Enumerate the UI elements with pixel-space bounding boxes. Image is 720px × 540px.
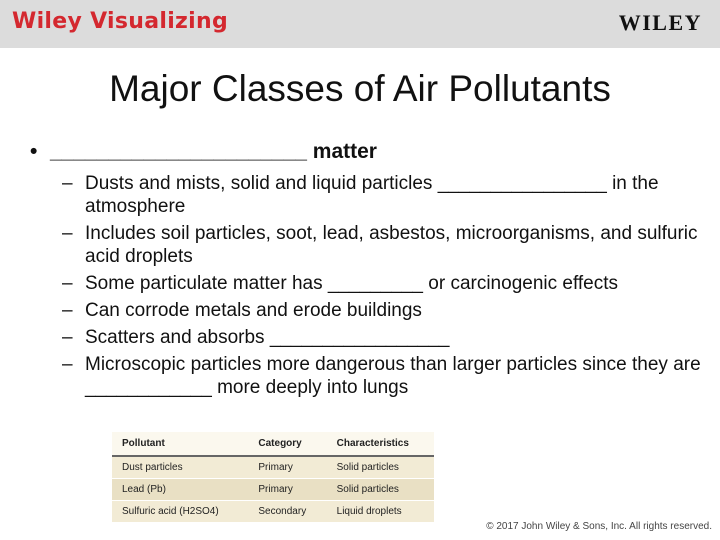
header-bar [0, 0, 720, 48]
table-cell: Lead (Pb) [112, 479, 248, 501]
dash-icon: – [62, 354, 73, 375]
sub-bullet-text: Includes soil particles, soot, lead, asbestos, microorganisms, and sulfuric acid droplets [85, 223, 698, 267]
sub-bullet [62, 326, 712, 349]
pollutant-table [112, 432, 434, 523]
sub-bullet [62, 353, 712, 399]
table-cell: Liquid droplets [327, 501, 434, 523]
table-cell: Primary [248, 456, 326, 479]
sub-bullet-text: Scatters and absorbs _________________ [85, 327, 450, 348]
table-row [112, 501, 434, 523]
dash-icon: – [62, 173, 73, 194]
table-cell: Primary [248, 479, 326, 501]
main-bullet-text: ______________________ matter [50, 140, 377, 163]
dash-icon: – [62, 273, 73, 294]
table-row [112, 456, 434, 479]
table-cell: Dust particles [112, 456, 248, 479]
sub-bullet-text: Dusts and mists, solid and liquid particles ________________ in the atmosphere [85, 173, 659, 217]
table-header-row [112, 432, 434, 456]
sub-bullet [62, 172, 712, 218]
table-cell: Sulfuric acid (H2SO4) [112, 501, 248, 523]
sub-bullet [62, 299, 712, 322]
bullet-icon: • [30, 140, 38, 163]
sub-bullet-text: Microscopic particles more dangerous than larger particles since they are ____________ more deeply into lungs [85, 354, 701, 398]
sub-bullet-text: Can corrode metals and erode buildings [85, 300, 422, 321]
sub-bullet-text: Some particulate matter has _________ or carcinogenic effects [85, 273, 619, 294]
brand-title: Wiley Visualizing [12, 9, 228, 34]
dash-icon: – [62, 300, 73, 321]
sub-bullet [62, 272, 712, 295]
table-row [112, 479, 434, 501]
table-cell: Solid particles [327, 456, 434, 479]
dash-icon: – [62, 327, 73, 348]
sub-bullet-list [62, 172, 712, 403]
dash-icon: – [62, 223, 73, 244]
wiley-logo: WILEY [618, 10, 702, 35]
table-cell: Solid particles [327, 479, 434, 501]
column-header: Category [248, 432, 326, 456]
column-header: Pollutant [112, 432, 248, 456]
table-cell: Secondary [248, 501, 326, 523]
copyright-notice: © 2017 John Wiley & Sons, Inc. All rights reserved. [486, 521, 712, 532]
sub-bullet [62, 222, 712, 268]
column-header: Characteristics [327, 432, 434, 456]
slide-title: Major Classes of Air Pollutants [109, 68, 611, 109]
